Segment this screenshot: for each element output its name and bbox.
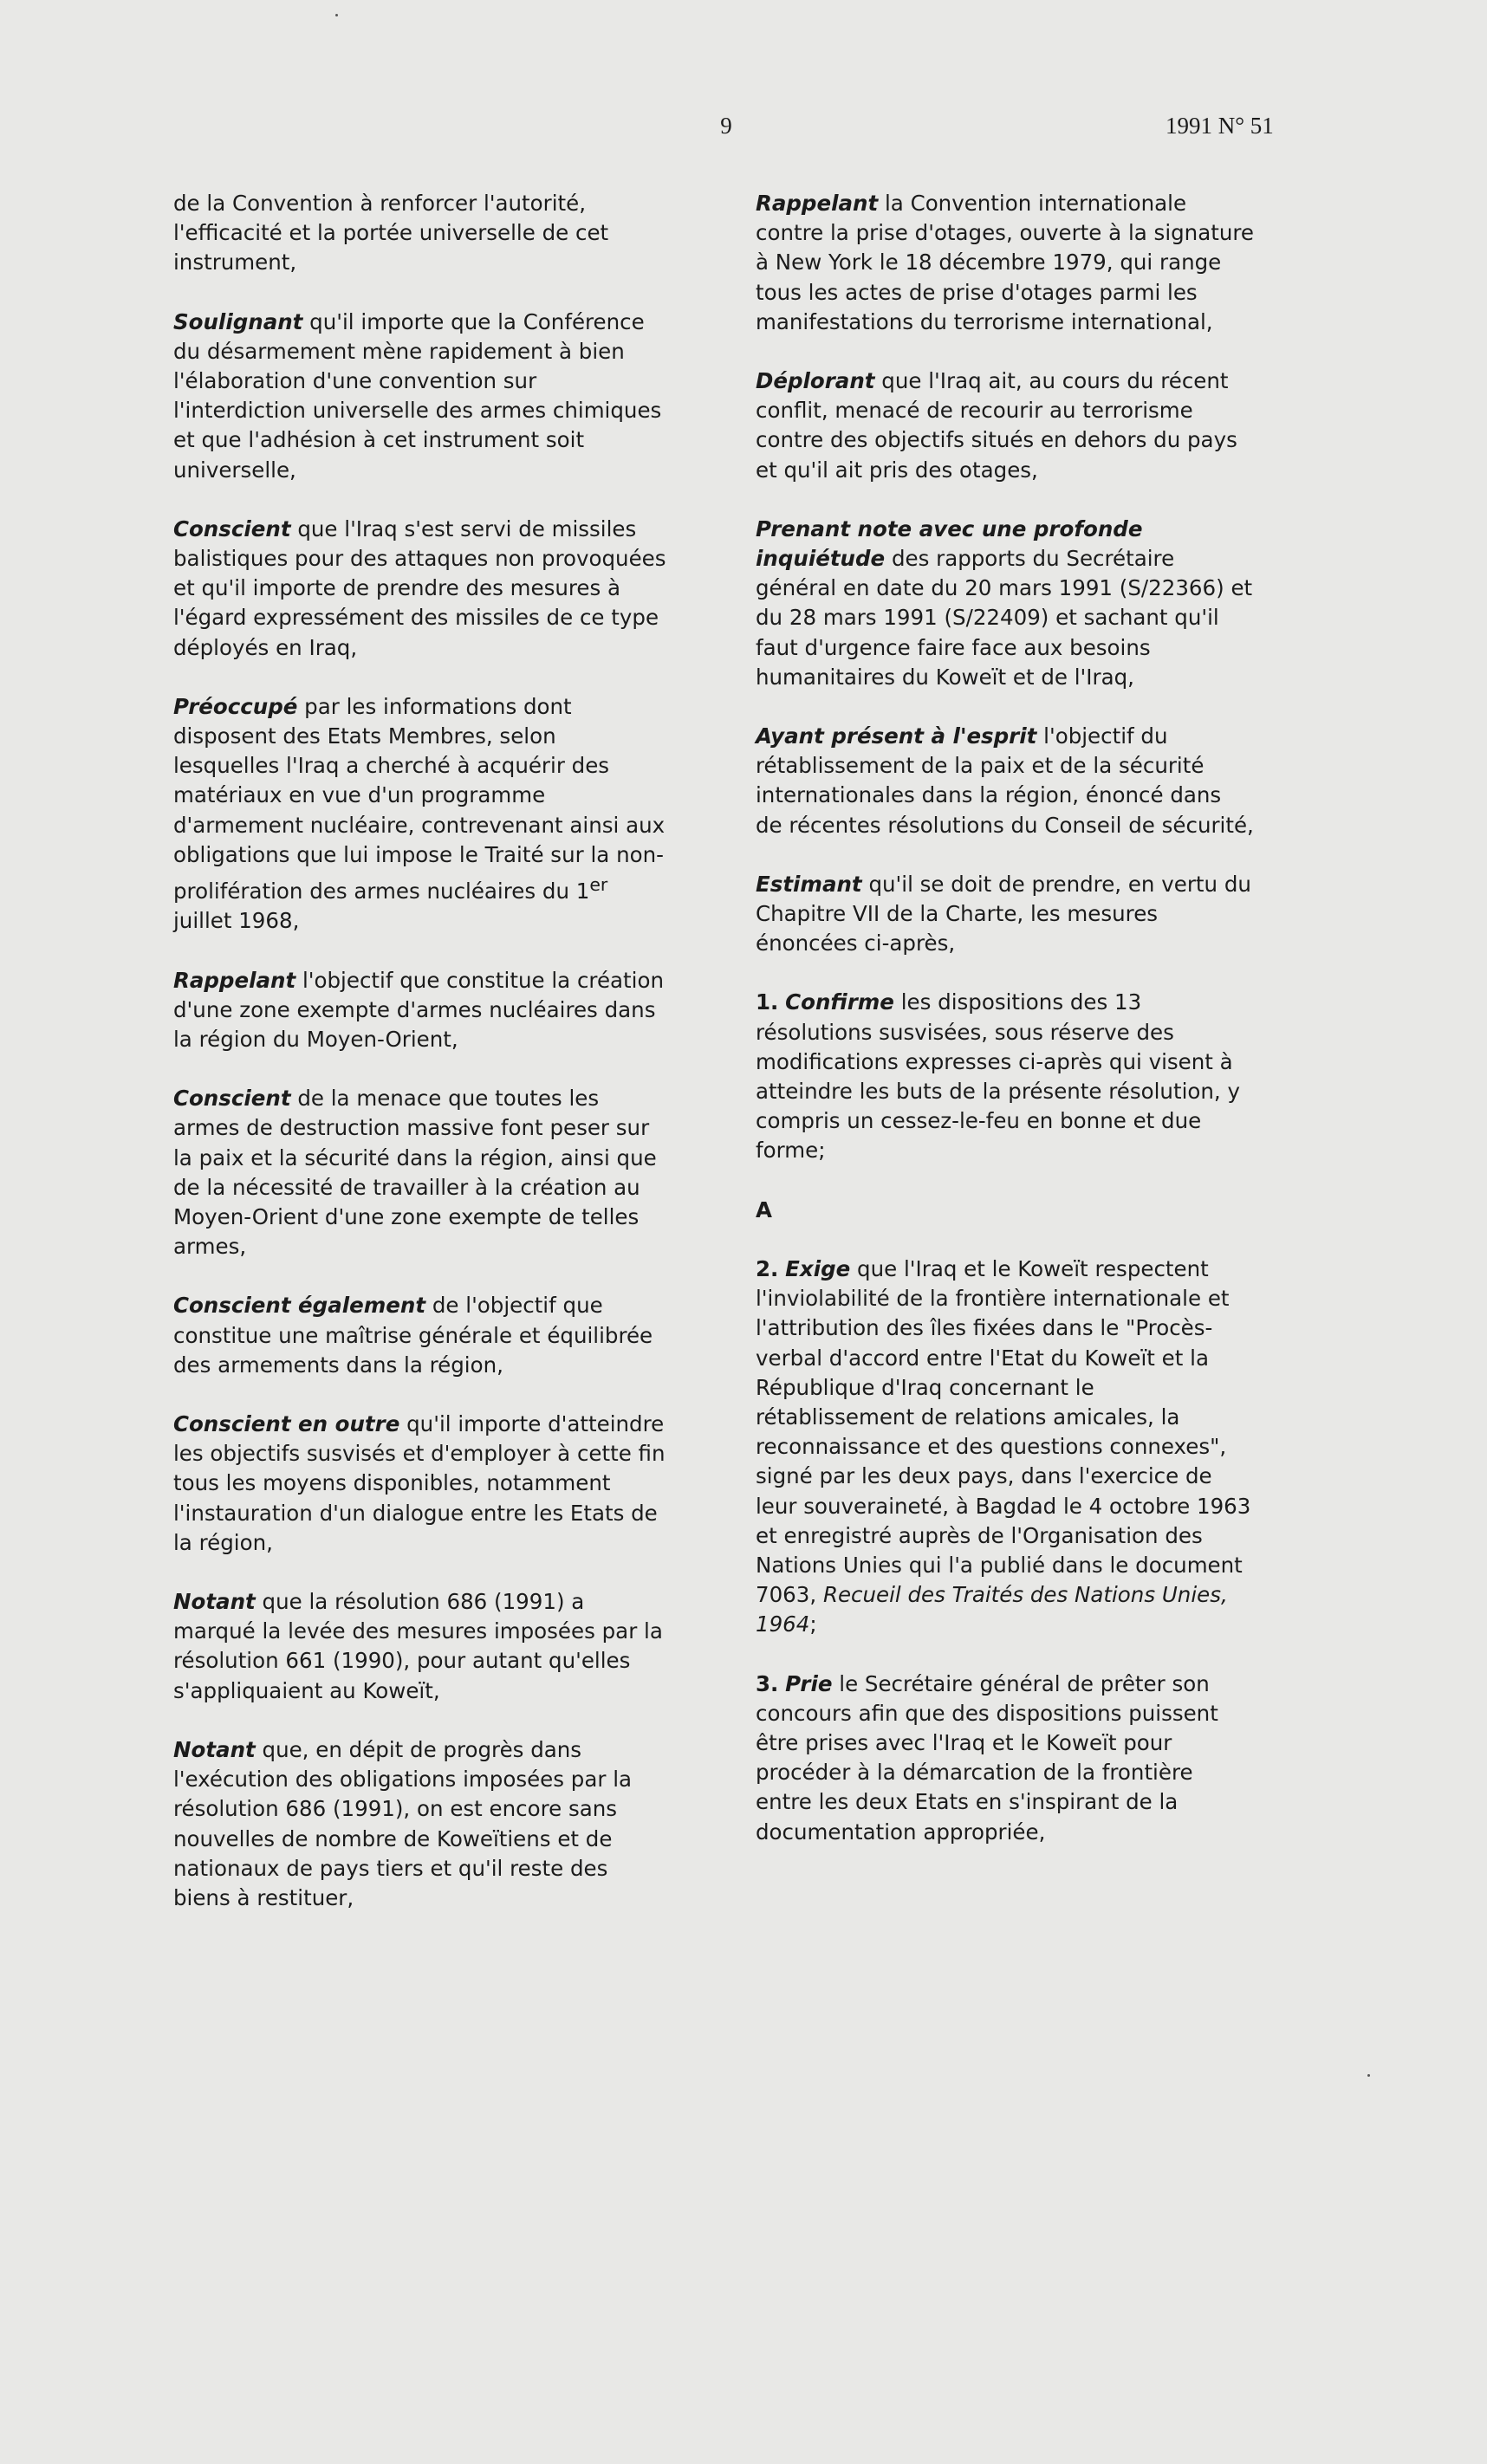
paragraph: Préoccupé par les informations dont disposent des Etats Membres, selon lesquelles l'Iraq a cherché à acquérir des matériaux en vue d'un programme d'armement nucléaire, contrevenant ainsi aux obligations que lui impose le Traité sur la non-prolifération des armes nucléaires du 1er juillet 1968, — [173, 693, 666, 934]
operative-paragraph: 2. Exige que l'Iraq et le Koweït respectent l'inviolabilité de la frontière internationale et l'attribution des îles fixées dans le "Procès-verbal d'accord entre l'Etat du Koweït et la République d'Iraq concernant le rétablissement de relations amicales, la reconnaissance et des questions connexes", signé par les deux pays, dans l'exercice de leur souveraineté, à Bagdad le 4 octobre 1963 et enregistré auprès de l'Organisation des Nations Unies qui l'a publié dans le document 7063, Recueil des Traités des Nations Unies, 1964; — [756, 1255, 1251, 1637]
paragraph-keyword: Déplorant — [756, 368, 875, 394]
paragraph-keyword: Préoccupé — [173, 693, 298, 719]
paragraph-keyword: Notant — [173, 1736, 256, 1762]
paragraph: Rappelant la Convention internationale contre la prise d'otages, ouverte à la signature à New York le 18 décembre 1979, qui range tous les actes de prise d'otages parmi les manifestations du terrorisme international, — [756, 191, 1254, 334]
left-column — [173, 189, 667, 1942]
paragraph-keyword: Conscient — [173, 1086, 291, 1112]
paragraph-keyword: Prie — [785, 1670, 833, 1696]
paragraph: Conscient en outre qu'il importe d'atteindre les objectifs susvisés et d'employer à cette fin tous les moyens disponibles, notamment l'instauration d'un dialogue entre les Etats de la région, — [173, 1411, 666, 1555]
paragraph: Prenant note avec une profonde inquiétude des rapports du Secrétaire général en date du 20 mars 1991 (S/22366) et du 28 mars 1991 (S/22409) et sachant qu'il faut d'urgence faire face aux besoins humanitaires du Koweït et de l'Iraq, — [756, 515, 1253, 690]
paragraph-keyword: Prenant note avec une profonde inquiétude — [756, 515, 1143, 572]
paragraph: Rappelant l'objectif que constitue la création d'une zone exempte d'armes nucléaires dans la région du Moyen-Orient, — [173, 967, 664, 1053]
paragraph: de la Convention à renforcer l'autorité, l'efficacité et la portée universelle de cet instrument, — [173, 191, 609, 276]
right-column — [756, 189, 1254, 1877]
paragraph-keyword: Conscient en outre — [173, 1411, 400, 1437]
paragraph-number: 1. — [756, 989, 779, 1015]
paragraph-keyword: Estimant — [756, 871, 862, 897]
treaty-series-title: Recueil des Traités des Nations Unies, 1964 — [756, 1582, 1228, 1637]
paragraph: Notant que la résolution 686 (1991) a marqué la levée des mesures imposées par la résolution 661 (1990), pour autant qu'elles s'appliquaient au Koweït, — [173, 1589, 663, 1703]
paragraph: Conscient de la menace que toutes les armes de destruction massive font peser sur la paix et la sécurité dans la région, ainsi que de la nécessité de travailler à la création au Moyen-Orient d'une zone exempte de telles armes, — [173, 1086, 657, 1260]
paragraph: Déplorant que l'Iraq ait, au cours du récent conflit, menacé de recourir au terrorisme contre des objectifs situés en dehors du pays et qu'il ait pris des otages, — [756, 368, 1237, 483]
paragraph-keyword: Exige — [785, 1255, 851, 1281]
paragraph-keyword: Rappelant — [756, 191, 879, 216]
paragraph-keyword: Notant — [173, 1589, 256, 1615]
section-heading: A — [756, 1196, 772, 1222]
paragraph: Estimant qu'il se doit de prendre, en vertu du Chapitre VII de la Charte, les mesures énoncées ci-après, — [756, 871, 1251, 956]
scan-speck — [335, 14, 338, 16]
paragraph-keyword: Rappelant — [173, 967, 296, 993]
paragraph-keyword: Soulignant — [173, 308, 303, 334]
paragraph-number: 3. — [756, 1670, 779, 1696]
paragraph: Ayant présent à l'esprit l'objectif du rétablissement de la paix et de la sécurité internationales dans la région, énoncé dans de récentes résolutions du Conseil de sécurité, — [756, 723, 1254, 838]
paragraph-keyword: Confirme — [785, 989, 894, 1015]
page-number: 9 — [720, 113, 732, 139]
paragraph-keyword: Conscient — [173, 515, 291, 541]
paragraph-keyword: Conscient également — [173, 1293, 426, 1319]
paragraph-number: 2. — [756, 1255, 779, 1281]
paragraph: Notant que, en dépit de progrès dans l'exécution des obligations imposées par la résolution 686 (1991), on est encore sans nouvelles de nombre de Koweïtiens et de nationaux de pays tiers et qu'il reste des biens à restituer, — [173, 1736, 633, 1910]
scan-speck — [1367, 2074, 1370, 2077]
paragraph: Conscient que l'Iraq s'est servi de missiles balistiques pour des attaques non provoquées et qu'il importe de prendre des mesures à l'égard expressément des missiles de ce type déployés en Iraq, — [173, 515, 666, 660]
paragraph-keyword: Ayant présent à l'esprit — [756, 723, 1037, 749]
operative-paragraph: 1. Confirme les dispositions des 13 résolutions susvisées, sous réserve des modifications expresses ci-après qui visent à atteindre les buts de la présente résolution, y compris un cessez-le-feu en bonne et due forme; — [756, 989, 1240, 1164]
document-reference: 1991 N° 51 — [1166, 113, 1274, 139]
operative-paragraph: 3. Prie le Secrétaire général de prêter son concours afin que des dispositions puissent être prises avec l'Iraq et le Koweït pour procéder à la démarcation de la frontière entre les deux Etats en s'inspirant de la documentation appropriée, — [756, 1670, 1218, 1845]
paragraph: Conscient également de l'objectif que constitue une maîtrise générale et équilibrée des armements dans la région, — [173, 1293, 653, 1378]
paragraph: Soulignant qu'il importe que la Conférence du désarmement mène rapidement à bien l'élaboration d'une convention sur l'interdiction universelle des armes chimiques et que l'adhésion à cet instrument soit universelle, — [173, 308, 662, 483]
